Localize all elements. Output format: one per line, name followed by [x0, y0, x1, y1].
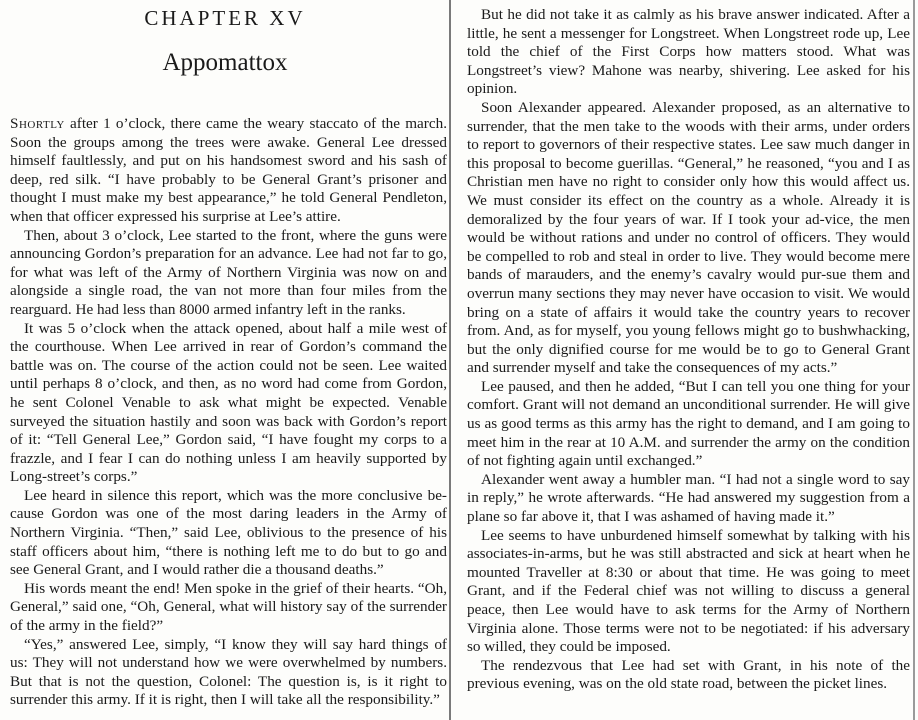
paragraph-text: after 1 o’clock, there came the weary staccato of the march. Soon the groups among the trees were awake. General Lee dressed himself faultlessly, and put on his handsomest sword and his sash of deep, red silk. “I have probably to be General Grant’s prisoner and thought I must make my best appearance,” he told General Pendleton, when that officer expressed his surprise at Lee’s attire. [10, 115, 447, 225]
left-page [0, 0, 449, 720]
paragraph: His words meant the end! Men spoke in the grief of their hearts. “Oh, General,” said one, “Oh, General, what will history say of the surrender of the army in the field?” [10, 579, 447, 635]
page-edge [913, 0, 915, 720]
paragraph: Alexander went away a humbler man. “I had not a single word to say in reply,” he wrote afterwards. “He had answered my suggestion from a plane so far above it, that I was ashamed of having made it.” [467, 470, 910, 526]
paragraph: Lee paused, and then he added, “But I can tell you one thing for your comfort. Grant will not demand an unconditional surrender. He will give us as good terms as this army has the right to demand, and I am going to meet him in the rear at 10 A.M. and surrender the army on the condition of not fighting again until exchanged.” [467, 377, 910, 470]
paragraph: “Yes,” answered Lee, simply, “I know they will say hard things of us: They will not understand how we were overwhelmed by numbers. But that is not the question, Colonel: The question is, is it right to surrender this army. If it is right, then I will take all the responsibility.” [10, 635, 447, 709]
paragraph [10, 115, 447, 227]
paragraph: Lee heard in silence this report, which was the more conclusive be-cause Gordon was one of the most daring leaders in the Army of Northern Virginia. “Then,” said Lee, oblivious to the presence of his staff officers about him, “there is nothing left me to do but to go and see General Grant, and I would rather die a thousand deaths.” [10, 486, 447, 579]
paragraph: Then, about 3 o’clock, Lee started to the front, where the guns were announcing Gordon’s preparation for an advance. Lee had not far to go, for what was left of the Army of Northern Virginia was now on and alongside a single road, the van not more than four miles from the rearguard. He had less than 8000 armed infantry left in the ranks. [10, 226, 447, 318]
right-page-text [467, 6, 910, 694]
opening-word: Shortly [10, 115, 65, 132]
chapter-label: CHAPTER XV [144, 6, 306, 30]
left-page-text [10, 115, 447, 710]
right-page [451, 0, 918, 720]
paragraph: It was 5 o’clock when the attack opened, about half a mile west of the courthouse. When Lee arrived in rear of Gordon’s command the battle was on. The course of the action could not be seen. Lee waited until perhaps 8 o’clock, and then, as no word had come from Gordon, he sent Colonel Venable to ask what might be expected. Venable surveyed the situation hastily and soon was back with Gordon’s report of it: “Tell General Lee,” Gordon said, “I have fought my corps to a frazzle, and I fear I can do nothing unless I am heavily supported by Long-street’s corps.” [10, 319, 447, 486]
paragraph: But he did not take it as calmly as his brave answer indicated. After a little, he sent a messenger for Longstreet. When Longstreet rode up, Lee told the chief of the First Corps how matters stood. What was Longstreet’s view? Mahone was nearby, shivering. Lee asked for his opinion. [467, 6, 910, 98]
paragraph: Soon Alexander appeared. Alexander proposed, as an alternative to surrender, that the men take to the woods with their arms, under orders to report to governors of their respective states. Lee saw much danger in this proposal to become guerillas. “General,” he reasoned, “you and I as Christian men have no right to consider only how this would affect us. We must consider its effect on the country as a whole. Already it is demoralized by the four years of war. If I took your ad-vice, the men would be without rations and under no control of officers. They would be compelled to rob and steal in order to live. They would become mere bands of marauders, and the enemy’s cavalry would pur-sue them and overrun many sections they may never have occasion to visit. We would bring on a state of affairs it would take the country years to recover from. And, as for myself, you young fellows might go to bushwhacking, but the only dignified course for me would be to go to General Grant and surrender myself and take the consequences of my acts.” [467, 98, 910, 377]
paragraph: Lee seems to have unburdened himself somewhat by talking with his associates-in-arms, but he was still abstracted and sick at heart when he mounted Traveller at 8:30 or about that time. He was going to meet Grant, and if the Federal chief was not willing to discuss a general peace, then Lee would have to ask terms for the Army of Northern Virginia alone. Those terms were not to be negotiated: if his adversary so willed, they could be imposed. [467, 526, 910, 656]
paragraph: The rendezvous that Lee had set with Grant, in his note of the previous evening, was on the old state road, between the picket lines. [467, 656, 910, 693]
chapter-title: Appomattox [162, 49, 288, 76]
